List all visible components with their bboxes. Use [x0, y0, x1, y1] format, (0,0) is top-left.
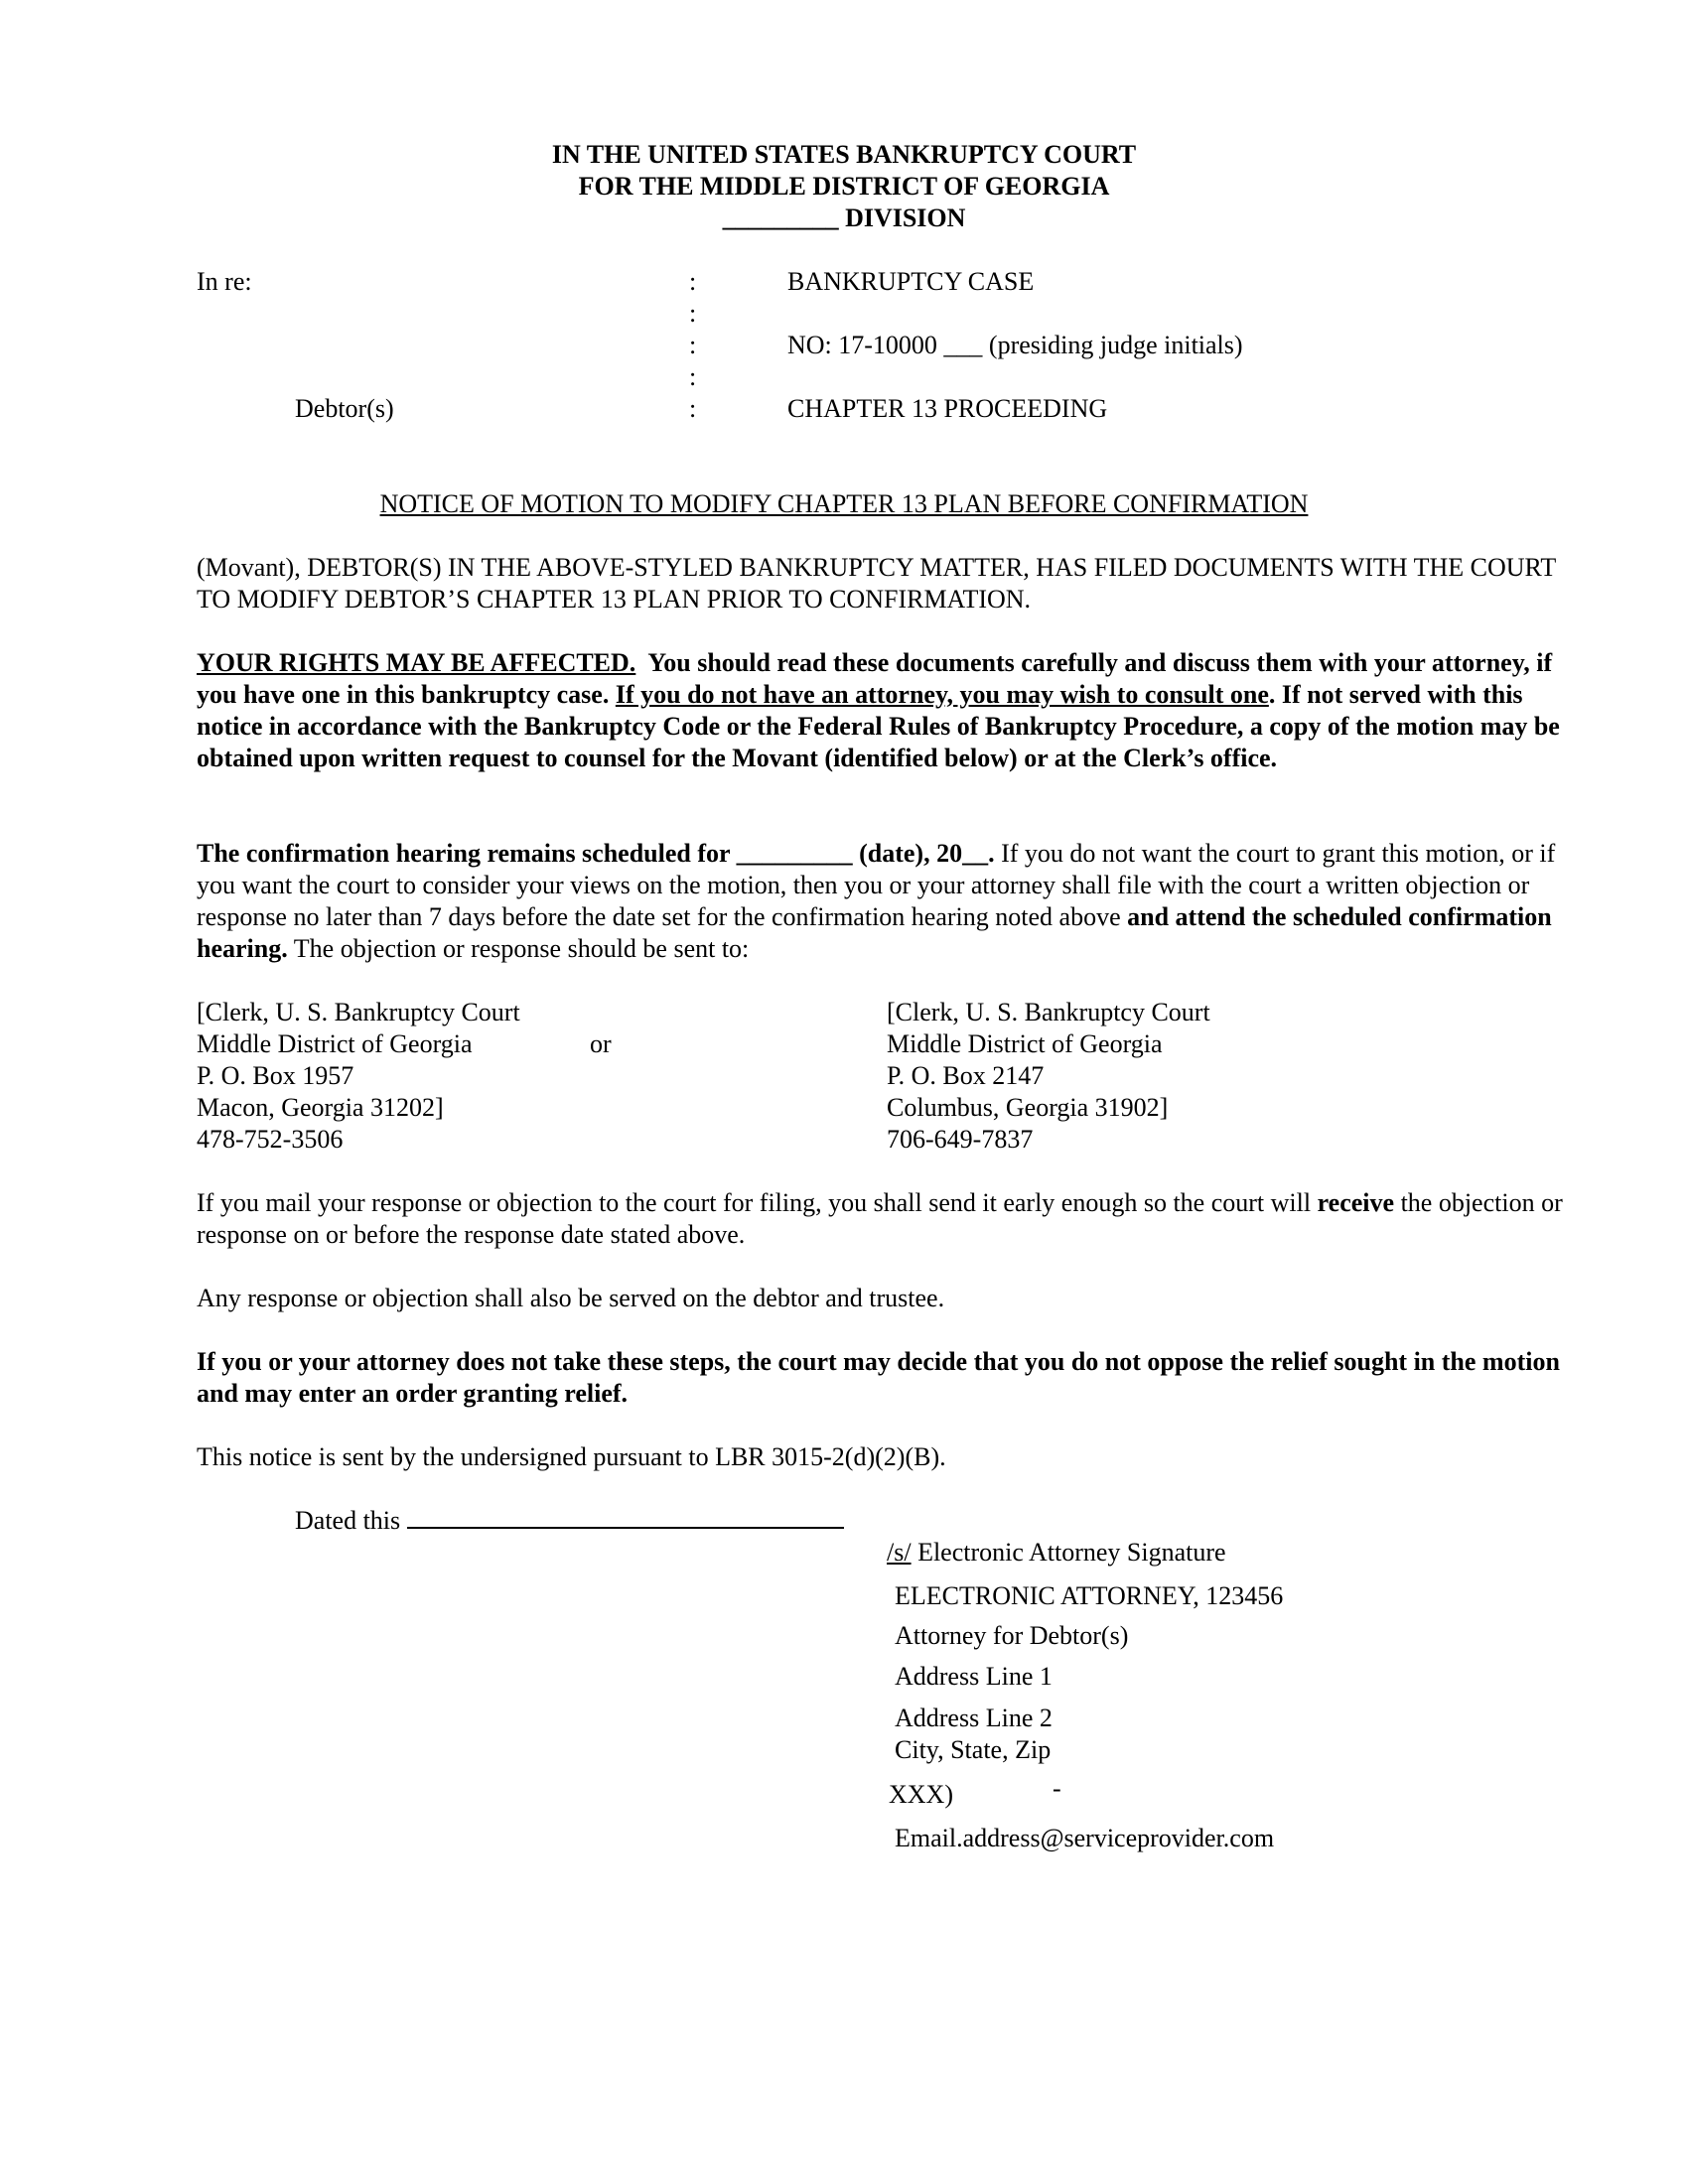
address-or: or [590, 1029, 612, 1058]
columbus-clerk-line: P. O. Box 2147 [887, 1061, 1045, 1090]
s-mark: /s/ [887, 1538, 912, 1567]
court-header-division [0, 203, 1688, 234]
dated-line [295, 1505, 844, 1537]
served-paragraph: Any response or objection shall also be served on the debtor and trustee. [197, 1284, 945, 1312]
hearing-paragraph [197, 838, 1582, 965]
dated-label: Dated this [295, 1506, 401, 1535]
macon-clerk-line: Macon, Georgia 31202] [197, 1093, 444, 1122]
macon-clerk-phone: 478-752-3506 [197, 1125, 344, 1154]
columbus-clerk-phone: 706-649-7837 [887, 1125, 1034, 1154]
attorney-address-1: Address Line 1 [895, 1662, 1053, 1691]
attorney-role: Attorney for Debtor(s) [895, 1621, 1129, 1650]
division-blank: _________ [722, 204, 839, 232]
court-header-line2: FOR THE MIDDLE DISTRICT OF GEORGIA [578, 172, 1110, 201]
macon-clerk-line: P. O. Box 1957 [197, 1061, 354, 1090]
hearing-attend: and attend the scheduled confirmation hearing. [197, 902, 1552, 963]
warning-paragraph: If you or your attorney does not take these steps, the court may decide that you do not oppose the relief sought in the motion and may enter an order granting relief. [197, 1347, 1560, 1408]
caption-colon: : [689, 362, 697, 391]
document-title-text: NOTICE OF MOTION TO MODIFY CHAPTER 13 PLAN BEFORE CONFIRMATION [379, 489, 1309, 518]
columbus-clerk-line: [Clerk, U. S. Bankruptcy Court [887, 998, 1210, 1026]
caption-colon: : [689, 331, 697, 359]
in-re-label: In re: [197, 267, 252, 296]
chapter-proceeding: CHAPTER 13 PROCEEDING [787, 394, 1108, 423]
caption-colon: : [689, 394, 697, 423]
mail-receive: receive [1317, 1188, 1395, 1217]
columbus-clerk-line: Columbus, Georgia 31902] [887, 1093, 1169, 1122]
lbr-paragraph: This notice is sent by the undersigned pursuant to LBR 3015-2(d)(2)(B). [197, 1442, 946, 1471]
document-title [0, 488, 1688, 520]
attorney-city: City, State, Zip [895, 1735, 1052, 1764]
rights-text-1: You should read these documents carefully and discuss them with your attorney, if you have one in this bankruptcy case. [197, 648, 1553, 709]
macon-clerk-line: [Clerk, U. S. Bankruptcy Court [197, 998, 520, 1026]
hearing-text-2: The objection or response should be sent to: [293, 934, 750, 963]
caption-colon: : [689, 267, 697, 296]
date-blank [407, 1527, 844, 1529]
caption-colon: : [689, 299, 697, 328]
signature-line [887, 1537, 1226, 1569]
mail-paragraph [197, 1187, 1582, 1251]
debtors-label: Debtor(s) [295, 394, 394, 423]
bankruptcy-case-label: BANKRUPTCY CASE [787, 267, 1035, 296]
hearing-date: The confirmation hearing remains scheduled for _________ (date), 20__. [197, 839, 995, 868]
rights-consult-attorney: If you do not have an attorney, you may wish to consult one [615, 680, 1269, 709]
attorney-email[interactable]: Email.address@serviceprovider.com [895, 1824, 1275, 1852]
attorney-phone: XXX) [889, 1780, 953, 1809]
attorney-name: ELECTRONIC ATTORNEY, 123456 [895, 1581, 1284, 1610]
attorney-phone-dash: - [1053, 1774, 1061, 1803]
division-label: DIVISION [845, 204, 966, 232]
attorney-address-2: Address Line 2 [895, 1704, 1053, 1732]
mail-text-2: the objection or response on or before the response date stated above. [197, 1188, 1563, 1249]
rights-text-2: . If not served with this notice in accordance with the Bankruptcy Code or the Federal Rules of Bankruptcy Procedure, a copy of the motion may be obtained upon written request to counsel for the Movant (identified below) or at the Clerk’s office. [197, 680, 1560, 772]
case-number: NO: 17-10000 ___ (presiding judge initials) [787, 331, 1243, 359]
rights-heading: YOUR RIGHTS MAY BE AFFECTED. [197, 648, 636, 677]
columbus-clerk-line: Middle District of Georgia [887, 1029, 1163, 1058]
rights-paragraph [197, 647, 1582, 774]
signature-text: Electronic Attorney Signature [917, 1538, 1226, 1567]
hearing-text-1: If you do not want the court to grant this motion, or if you want the court to consider your views on the motion, then you or your attorney shall file with the court a written objection or response no later than 7 days before the date set for the confirmation hearing noted above [197, 839, 1556, 931]
macon-clerk-line: Middle District of Georgia [197, 1029, 473, 1058]
intro-paragraph: (Movant), DEBTOR(S) IN THE ABOVE-STYLED BANKRUPTCY MATTER, HAS FILED DOCUMENTS WITH THE COURT TO MODIFY DEBTOR’S CHAPTER 13 PLAN PRIOR TO CONFIRMATION. [197, 553, 1556, 614]
court-header-line1: IN THE UNITED STATES BANKRUPTCY COURT [551, 140, 1137, 169]
mail-text-1: If you mail your response or objection to the court for filing, you shall send it early enough so the court will [197, 1188, 1312, 1217]
